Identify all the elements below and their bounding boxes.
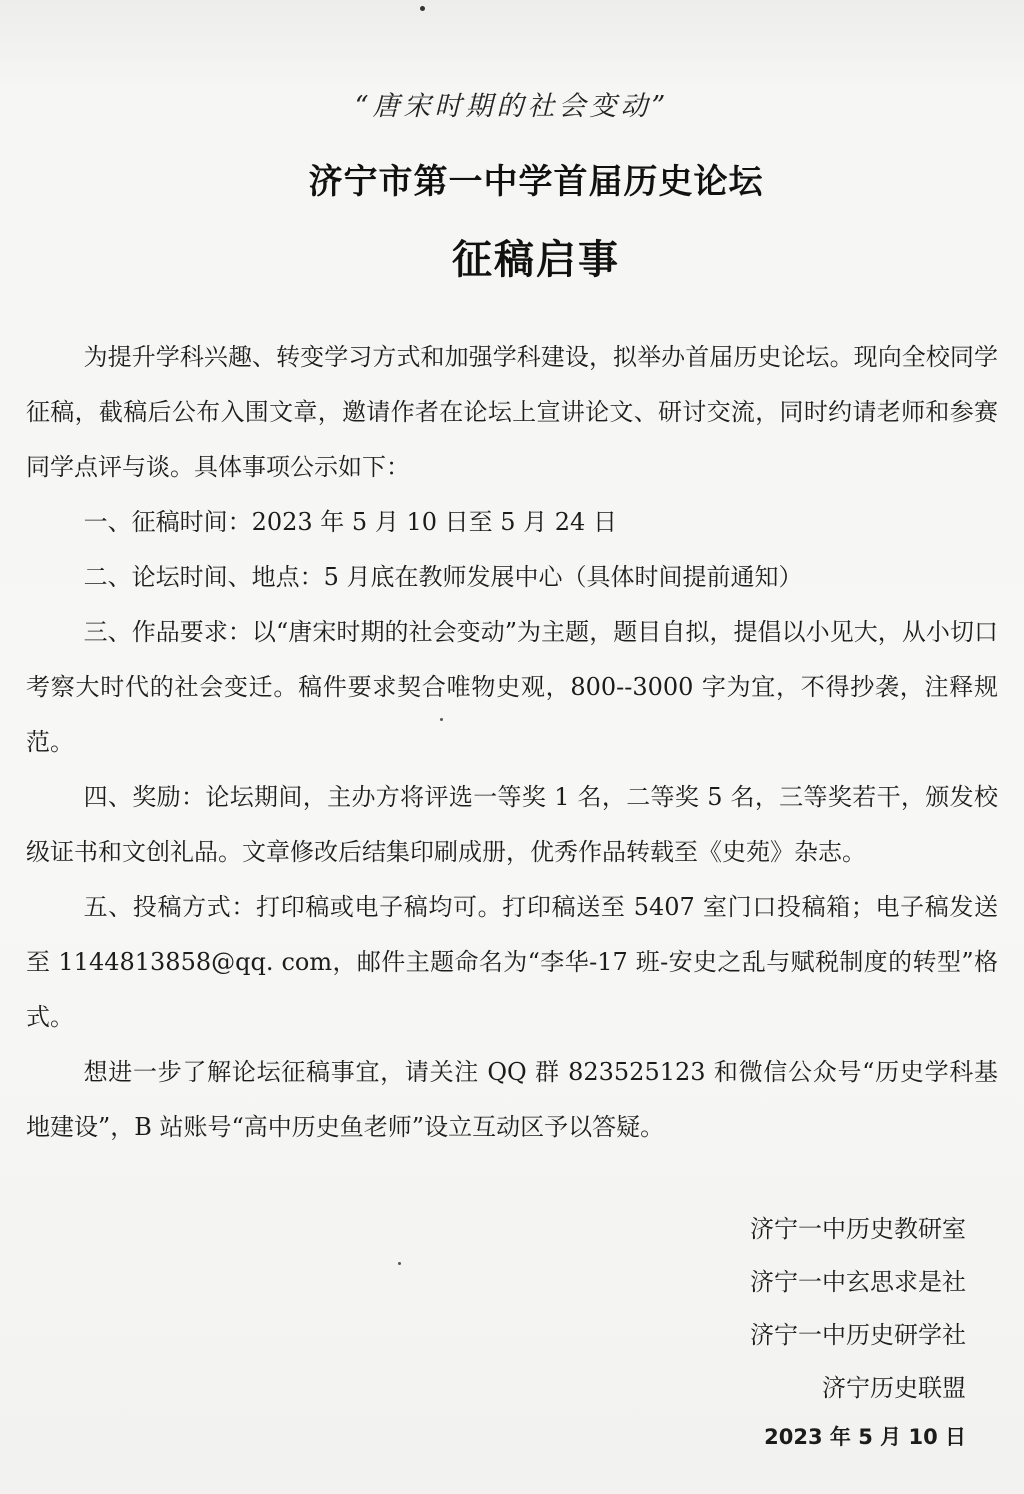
closing-paragraph: 想进一步了解论坛征稿事宜，请关注 QQ 群 823525123 和微信公众号“历史学科基地建设”，B 站账号“高中历史鱼老师”设立互动区予以答疑。: [26, 1058, 998, 1141]
scan-speck: [398, 1262, 401, 1265]
page-subtitle: 征稿启事: [452, 237, 620, 283]
signature-study-society: 济宁一中历史研学社: [750, 1321, 966, 1349]
signature-block: [750, 1203, 966, 1464]
item-work-requirements: 三、作品要求：以“唐宋时期的社会变动”为主题，题目自拟，提倡以小见大，从小切口考察大时代的社会变迁。稿件要求契合唯物史观，800--3000 字为宜，不得抄袭，注释规范。: [26, 618, 998, 756]
forum-theme: “唐宋时期的社会变动”: [354, 91, 670, 122]
signature-xuansi-society: 济宁一中玄思求是社: [750, 1268, 966, 1296]
page-title: 济宁市第一中学首届历史论坛: [308, 162, 764, 202]
item-awards: 四、奖励：论坛期间，主办方将评选一等奖 1 名，二等奖 5 名，三等奖若干，颁发校级证书和文创礼品。文章修改后结集印刷成册，优秀作品转载至《史苑》杂志。: [26, 783, 998, 866]
item-submission-method: 五、投稿方式：打印稿或电子稿均可。打印稿送至 5407 室门口投稿箱；电子稿发送至 1144813858@qq. com，邮件主题命名为“李华-17 班-安史之乱与赋税制度的转型”格式。: [26, 893, 998, 1031]
scan-speck: [440, 718, 443, 721]
intro-paragraph: 为提升学科兴趣、转变学习方式和加强学科建设，拟举办首届历史论坛。现向全校同学征稿，截稿后公布入围文章，邀请作者在论坛上宣讲论文、研讨交流，同时约请老师和参赛同学点评与谈。具体事项公示如下：: [26, 343, 998, 481]
notice-date: 2023 年 5 月 10 日: [764, 1425, 966, 1449]
scan-speck: [420, 6, 425, 11]
signature-history-alliance: 济宁历史联盟: [822, 1374, 966, 1402]
notice-body: [26, 330, 998, 1155]
item-forum-time-place: 二、论坛时间、地点：5 月底在教师发展中心（具体时间提前通知）: [83, 563, 803, 591]
signature-history-office: 济宁一中历史教研室: [750, 1215, 966, 1243]
item-submission-period: 一、征稿时间：2023 年 5 月 10 日至 5 月 24 日: [83, 508, 617, 536]
